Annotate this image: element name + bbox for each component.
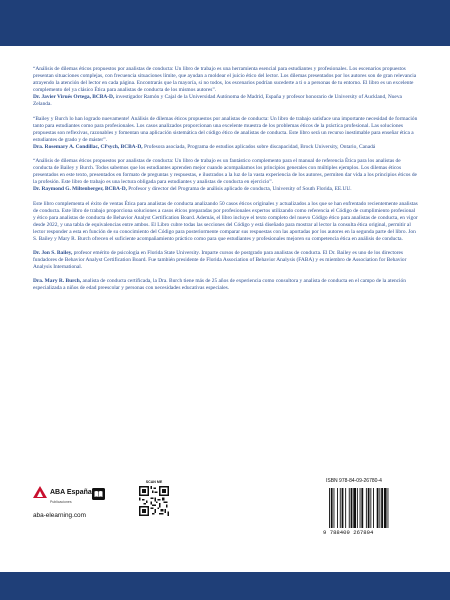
blurb-3 [33,158,419,193]
back-cover-content [33,66,419,300]
blurb-author-affiliation: investigador Ramón y Cajal de la Universidad Autónoma de Madrid, España y profesor honorario de University of Auckland, Nueva Zelanda. [33,94,402,108]
isbn-barcode [323,476,419,556]
blurb-author [33,144,419,151]
bio-text: profesor emérito de psicología en Florida State University. Imparte cursos de postgrado para analistas de conducta. El Dr. Bailey es uno de los directores fundadores de Behavior Analyst Certification Board. Fue también presidente de Florida Association of Behavior Analysis (FABA) y es miembro de Association for Behavior Analysis International. [33,250,407,271]
blurb-author-name: Dra. Rosemary A. Condillac, CPsych, BCBA-D, [33,143,143,150]
isbn-label: ISBN 978-84-09-26780-4 [326,478,382,484]
bio-name: Dr. Jon S. Bailey, [33,250,73,257]
blurb-author [33,186,419,193]
qr-code[interactable] [139,486,169,516]
book-description: Este libro complementa el éxito de ventas Ética para analistas de conducta analizando 50 casos éticos originales y actualizados a los que se han enfrentado recientemente analistas de conducta. Este libro de trabajo proporciona soluciones a casos éticos preparadas por profesionales expertos utilizando como referencia el Código de cumplimiento profesional y ético para analistas de conducta de Behavior Analyst Certification Board. Además, el libro incluye el texto completo del nuevo Código ético para analistas de conducta, en vigor desde 2022, y una tabla de equivalencias entre ambos. El Libro cubre todas las secciones del Código y está diseñado para mostrar al lector la consulta ética original, permitir al lector responder a esta en función de su conocimiento del Código para posteriormente comparar sus respuestas con las aportadas por los autores en la segunda parte del libro. Jon S. Bailey y Mary R. Burch ofrecen el suficiente acompañamiento práctico como para que estudiantes y profesionales mejoren su competencia ética en análisis de conducta. [33,200,418,242]
publisher-name: ABA España [50,488,92,496]
blurb-author-affiliation: Profesora asociada, Programa de estudios aplicados sobre discapacidad, Brock University, Ontario, Canadá [143,143,376,150]
blurb-author-affiliation: Profesor y director del Programa de análisis aplicado de conducta, University of South Florida, EE.UU. [128,186,352,193]
qr-label: SCAN ME [145,480,163,484]
blurb-2 [33,116,419,151]
author-bio-2 [33,278,419,292]
qr-code-block [137,480,171,516]
mountain-logo-icon [33,486,47,499]
blurb-quote: “Análisis de dilemas éticos propuestos por analistas de conducta: Un libro de trabajo es un fantástico complemento para el manual de referencia Ética para los analistas de conducta de Bailey y Burch. Todos sabemos que los estudiantes aprenden mejor cuando acompañamos los principios generales con múltiples ejemplos. Los dilemas éticos presentados en este texto, presentados en formato de preguntas y respuestas, e ilustrados a la luz de la vasta experiencia de los autores, permiten dar vida a los principios éticos de la profesión. Este libro de trabajo es una lectura obligada para estudiantes y analistas de conducta en ejercicio”. [33,158,417,186]
author-bio-1 [33,250,419,271]
blurb-1 [33,66,419,109]
cover-footer [33,476,419,556]
blurb-author [33,94,419,108]
publisher-subtitle: Publicaciones [50,500,72,504]
blurb-author-name: Dr. Raymond G. Miltenberger, BCBA-D, [33,186,127,193]
top-color-band [0,0,450,46]
blurb-quote: “Bailey y Burch lo han logrado nuevamente! Análisis de dilemas éticos propuestos por analistas de conducta: Un libro de trabajo satisface una importante necesidad de formación tanto para estudiantes como para profesionales. Los casos analizados proporcionan una excelente muestra de los problemas éticos de la práctica profesional. Las soluciones propuestas son reflexivas, razonables y fomentan una aplicación sistemática del código ético de analistas de conducta. Este libro será un recurso inestimable para enseñar ética a estudiantes de grado y de máster”. [33,115,418,143]
publisher-website[interactable]: aba-elearning.com [33,512,86,519]
barcode-digits: 9 788409 267804 [323,529,374,536]
open-book-icon [92,488,105,500]
blurb-quote: “Análisis de dilemas éticos propuestos por analistas de conducta: Un libro de trabajo es una herramienta esencial para estudiantes y profesionales. Los escenarios propuestos presentan situaciones complejas, con frecuencia situaciones límite, que ayudan a moldear el juicio ético del lector. Los dilemas presentados por los autores son de gran relevancia atrayendo la atención del lector en cada página. Encontrarás que la mayoría, si no todos, los escenarios podrían sucederte a ti o a personas de tu entorno. El libro es un excelente complemento del ya clásico Ética para analistas de conducta de los mismos autores”. [33,66,417,94]
blurb-author-name: Dr. Javier Virués Ortega, BCBA-D, [33,94,115,101]
bottom-color-band [0,572,450,600]
bio-text: analista de conducta certificada, la Dra. Burch tiene más de 25 años de experiencia como consultora y analista de conducta en el campo de la atención especializada a niños de edad preescolar y personas con necesidades educativas especiales. [33,278,406,292]
barcode-bars [329,488,415,528]
bio-name: Dra. Mary R. Burch, [33,278,82,285]
